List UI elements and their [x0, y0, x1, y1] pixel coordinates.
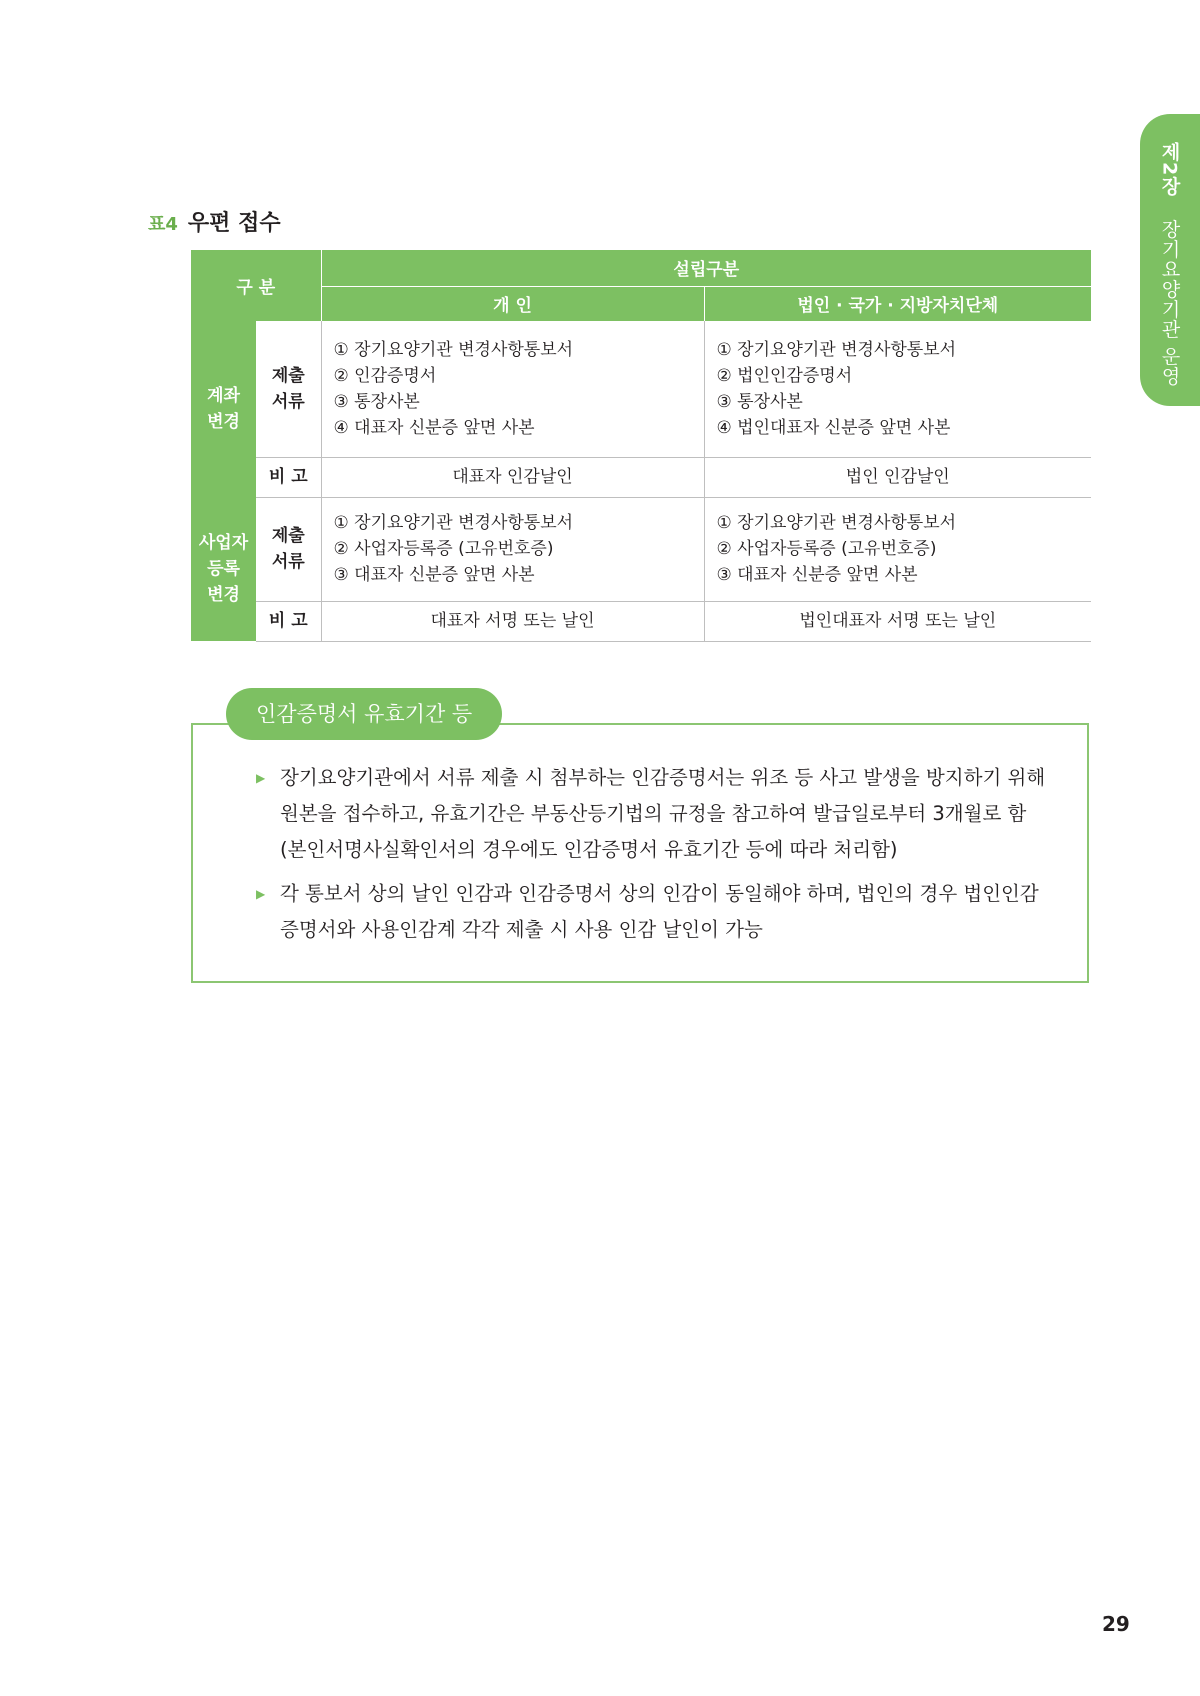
list-item	[256, 876, 1046, 948]
submit-docs-label: 제출 서류	[256, 497, 321, 601]
list-item: ③ 통장사본	[716, 391, 803, 412]
note-list	[256, 760, 1046, 956]
list-item: ② 인감증명서	[333, 365, 437, 386]
list-item: ④ 대표자 신분증 앞면 사본	[333, 417, 535, 438]
corporate-remark: 법인대표자 서명 또는 날인	[704, 601, 1091, 641]
header-individual: 개 인	[321, 286, 704, 321]
list-item: ① 장기요양기관 변경사항통보서	[333, 513, 574, 533]
chapter-title: 장기요양기관 운영	[1158, 219, 1181, 387]
header-category: 구 분	[191, 250, 321, 321]
list-item: ④ 법인대표자 신분증 앞면 사본	[716, 417, 951, 438]
individual-remark: 대표자 서명 또는 날인	[321, 601, 704, 641]
list-item: ① 장기요양기관 변경사항통보서	[716, 339, 957, 360]
table-title-text: 우편 접수	[187, 211, 281, 236]
header-group: 설립구분	[321, 250, 1091, 286]
table-number: 표4	[148, 214, 178, 235]
remark-label: 비 고	[256, 601, 321, 641]
page-number: 29	[1102, 1612, 1130, 1636]
chapter-side-tab-text	[1157, 142, 1184, 386]
postal-submission-table	[191, 250, 1091, 642]
individual-remark: 대표자 인감날인	[321, 457, 704, 497]
chapter-side-tab	[1140, 114, 1200, 406]
list-item: ② 사업자등록증 (고유번호증)	[333, 539, 554, 559]
submit-docs-label: 제출 서류	[256, 321, 321, 457]
remark-label: 비 고	[256, 457, 321, 497]
individual-docs	[321, 497, 704, 601]
table-row	[191, 457, 1091, 497]
corporate-docs	[704, 321, 1091, 457]
corporate-docs	[704, 497, 1091, 601]
table-row	[191, 497, 1091, 601]
list-item: ② 사업자등록증 (고유번호증)	[716, 539, 937, 559]
note-title: 인감증명서 유효기간 등	[226, 688, 502, 740]
list-item: ③ 통장사본	[333, 391, 420, 412]
table-row	[191, 601, 1091, 641]
note-text: 각 통보서 상의 날인 인감과 인감증명서 상의 인감이 동일해야 하며, 법인의 경우 법인인감증명서와 사용인감계 각각 제출 시 사용 인감 날인이 가능	[280, 882, 1039, 941]
section-label-business-registration-change: 사업자 등록 변경	[191, 497, 256, 641]
section-label-account-change: 계좌 변경	[191, 321, 256, 497]
corporate-remark: 법인 인감날인	[704, 457, 1091, 497]
header-corporate: 법인 · 국가 · 지방자치단체	[704, 286, 1091, 321]
list-item: ③ 대표자 신분증 앞면 사본	[716, 565, 918, 585]
triangle-bullet-icon: ▶	[256, 887, 266, 901]
individual-docs	[321, 321, 704, 457]
table-row	[191, 321, 1091, 457]
list-item: ① 장기요양기관 변경사항통보서	[333, 339, 574, 360]
chapter-number: 제2장	[1158, 142, 1181, 197]
triangle-bullet-icon: ▶	[256, 771, 266, 785]
list-item: ② 법인인감증명서	[716, 365, 853, 386]
list-item	[256, 760, 1046, 868]
list-item: ① 장기요양기관 변경사항통보서	[716, 513, 957, 533]
note-text: 장기요양기관에서 서류 제출 시 첨부하는 인감증명서는 위조 등 사고 발생을 방지하기 위해 원본을 접수하고, 유효기간은 부동산등기법의 규정을 참고하여 발급일로부터 3개월로 함(본인서명사실확인서의 경우에도 인감증명서 유효기간 등에 따라 처리함)	[280, 766, 1046, 861]
list-item: ③ 대표자 신분증 앞면 사본	[333, 565, 535, 585]
table-title	[148, 206, 281, 237]
